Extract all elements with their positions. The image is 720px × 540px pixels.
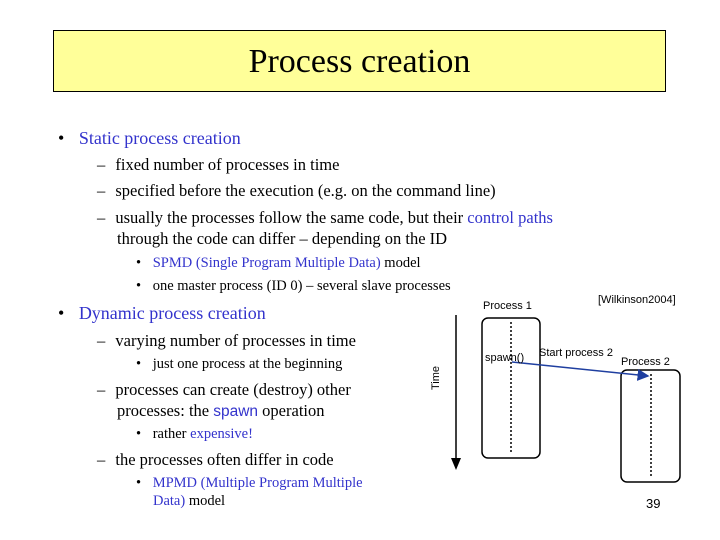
- page-number: 39: [646, 496, 661, 511]
- time-axis-label: Time: [430, 365, 442, 390]
- static-item-3-line2: through the code can differ – depending on the ID: [117, 229, 448, 248]
- time-axis-arrowhead: [451, 458, 461, 470]
- bullet: •: [136, 475, 142, 491]
- spmd-term: SPMD (Single Program Multiple Data): [152, 255, 381, 271]
- bullet: •: [136, 426, 142, 442]
- dynamic-heading: Dynamic process creation: [78, 303, 266, 323]
- create-suffix: operation: [262, 401, 325, 420]
- spmd-suffix: model: [384, 255, 421, 271]
- mpmd-suffix: model: [188, 493, 226, 509]
- master-text: one master process (ID 0) – several slave processes: [152, 278, 451, 294]
- spawn-call-label: spawn(): [485, 352, 525, 364]
- static-item-3-text: usually the processes follow the same code, but their: [115, 208, 464, 227]
- mpmd-line1: MPMD (Multiple Program Multiple: [152, 475, 363, 491]
- bullet: •: [136, 255, 142, 271]
- mpmd-term-end: Data): [153, 493, 186, 509]
- dynamic-item-2-text: processes can create (destroy) other: [115, 380, 351, 399]
- static-heading: Static process creation: [78, 128, 241, 148]
- bullet: •: [136, 278, 142, 294]
- start-process-2-label: Start process 2: [539, 347, 613, 359]
- dash: –: [97, 380, 106, 399]
- rather-text: rather: [152, 426, 187, 442]
- slide-title: Process creation: [248, 43, 471, 80]
- bullet: •: [136, 356, 142, 372]
- static-item-2-text: specified before the execution (e.g. on the command line): [115, 181, 496, 200]
- citation: [Wilkinson2004]: [598, 294, 676, 306]
- dynamic-item-1-text: varying number of processes in time: [115, 331, 356, 350]
- control-paths-term: control paths: [467, 208, 553, 227]
- one-process-text: just one process at the beginning: [152, 356, 343, 372]
- bullet: •: [58, 303, 65, 323]
- dash: –: [97, 208, 106, 227]
- dash: –: [97, 155, 106, 174]
- dash: –: [97, 181, 106, 200]
- dash: –: [97, 450, 106, 469]
- process-2-label: Process 2: [621, 356, 670, 368]
- create-prefix: processes: the: [117, 401, 210, 420]
- dash: –: [97, 331, 106, 350]
- spawn-term: spawn: [213, 403, 259, 420]
- static-item-1-text: fixed number of processes in time: [115, 155, 340, 174]
- bullet: •: [58, 128, 65, 148]
- dynamic-item-3-text: the processes often differ in code: [115, 450, 334, 469]
- expensive-term: expensive!: [190, 426, 253, 442]
- process-1-label: Process 1: [483, 300, 532, 312]
